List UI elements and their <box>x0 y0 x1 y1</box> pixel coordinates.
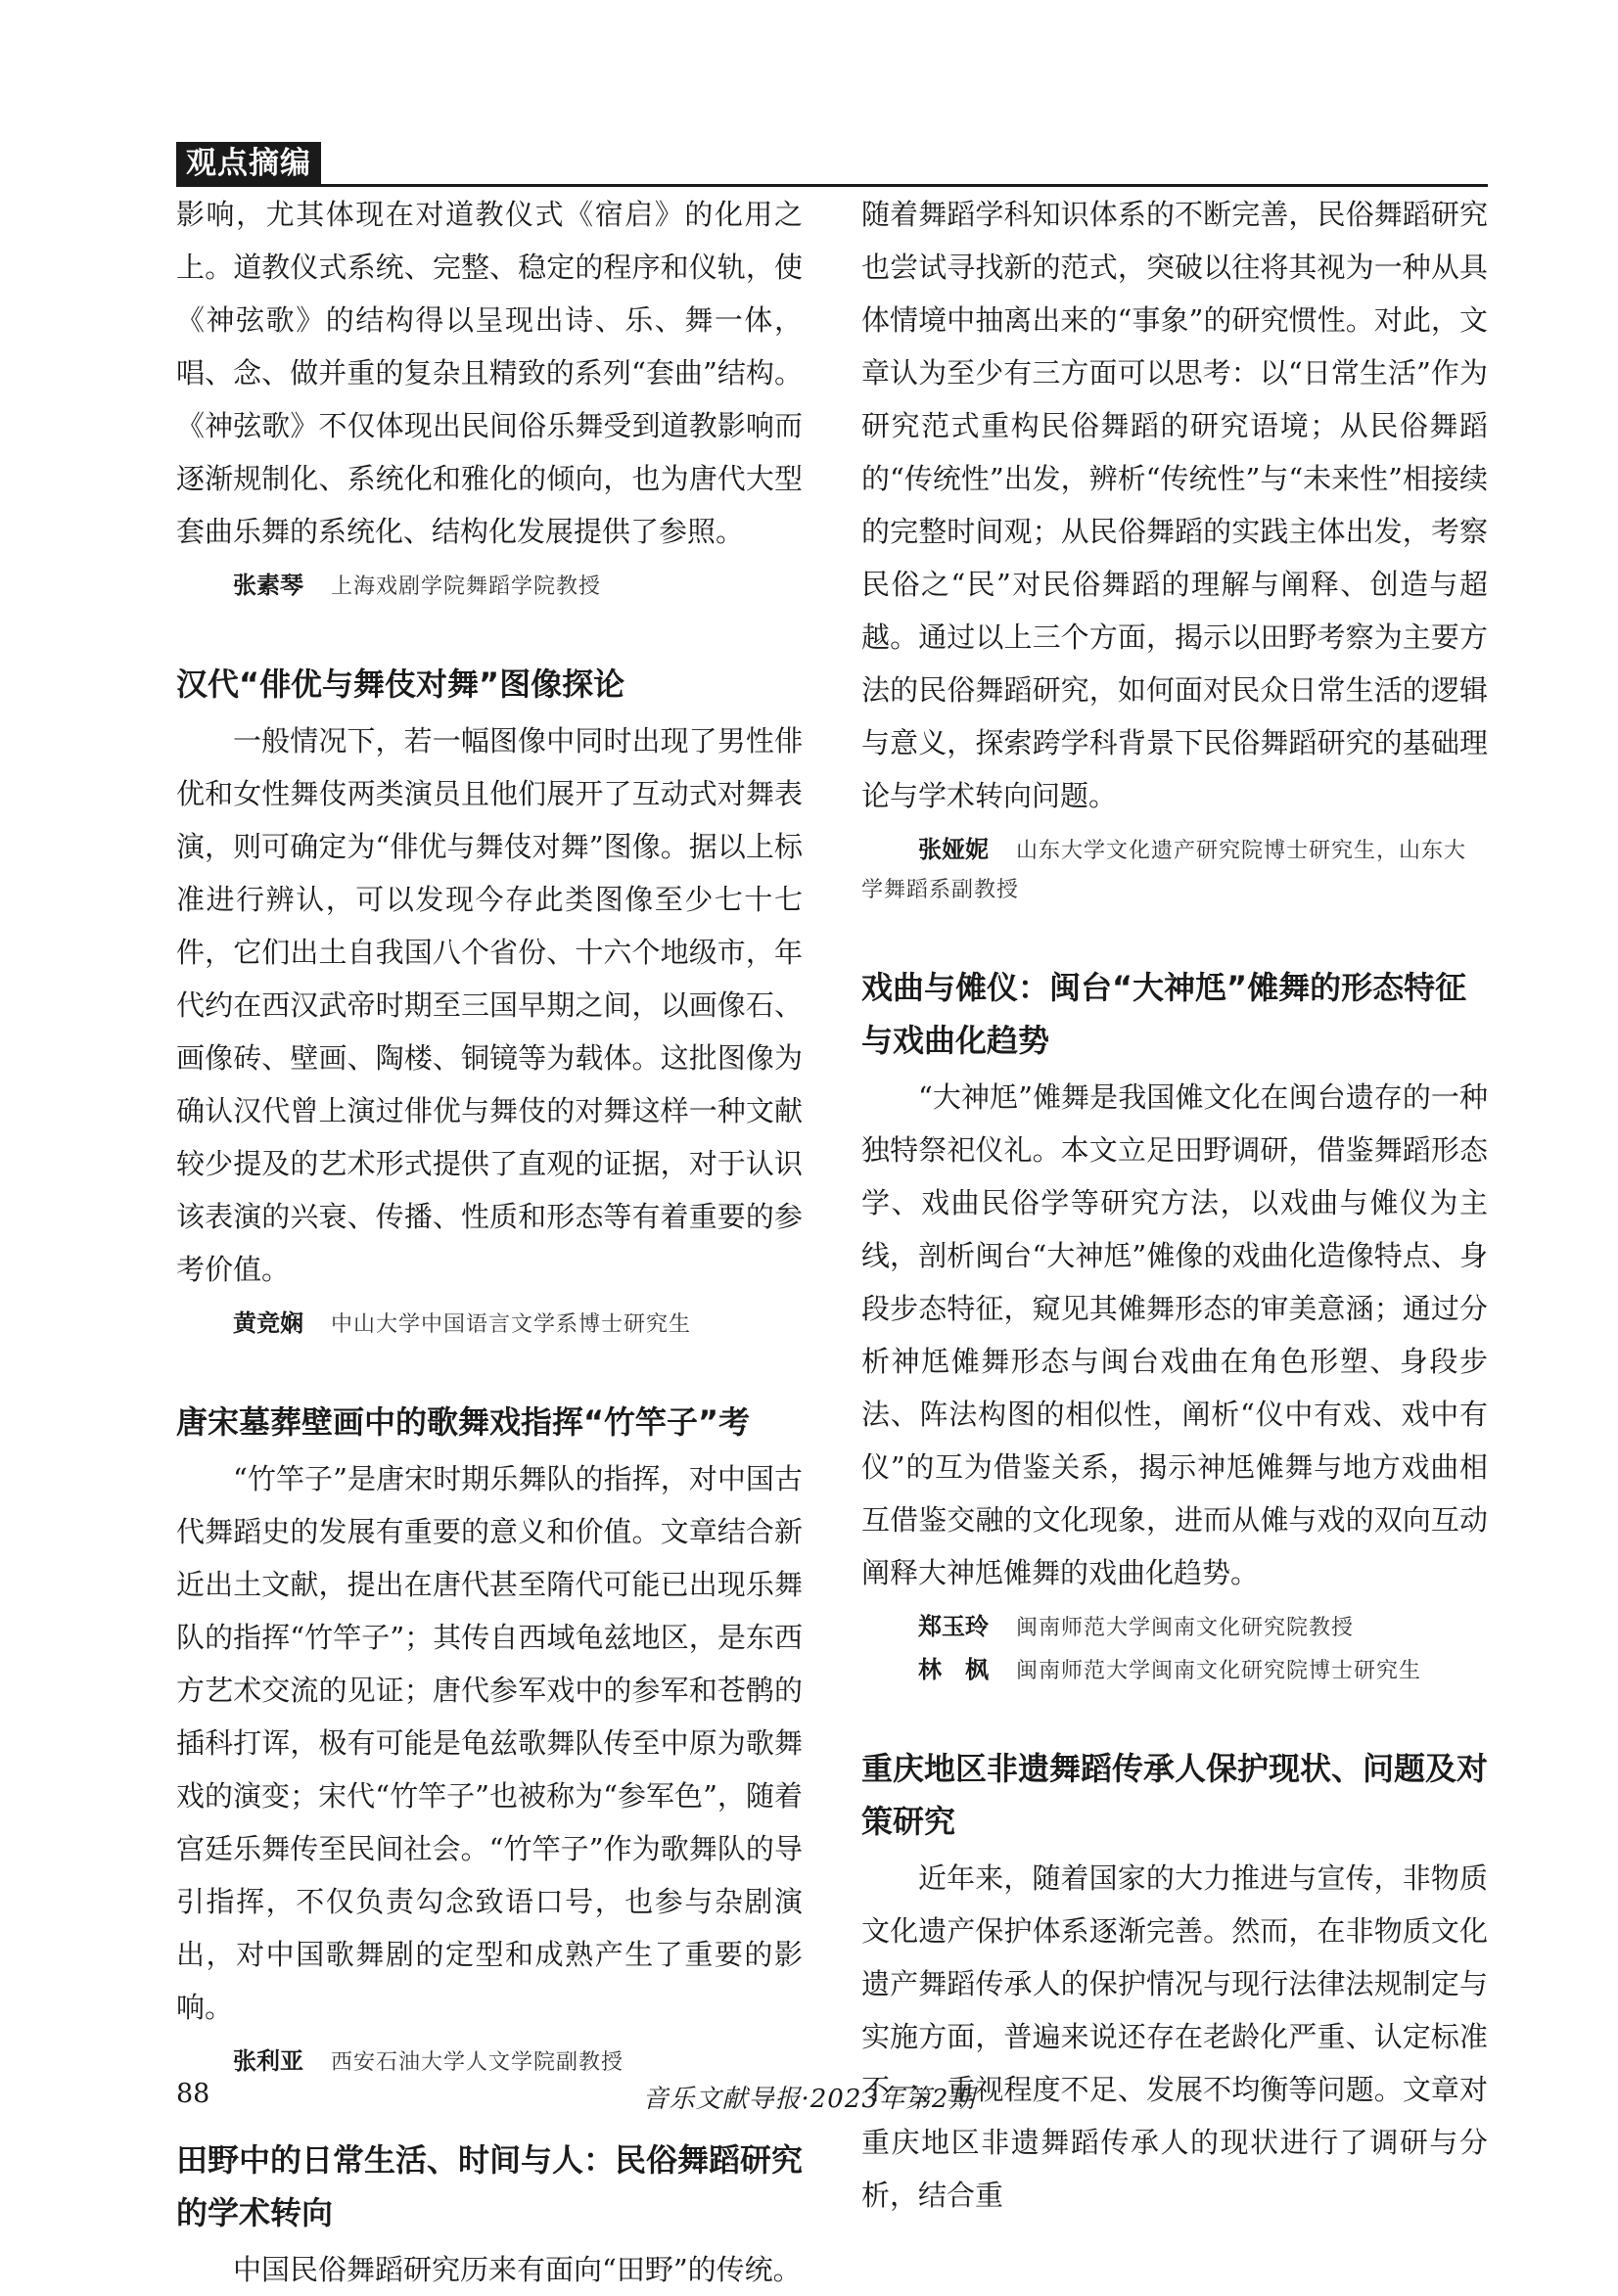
author-affiliation: 闽南师范大学闽南文化研究院教授 <box>1016 1616 1355 1640</box>
author-name: 张娅妮 <box>918 836 989 863</box>
author-affiliation: 山东大学文化遗产研究院博士研究生，山东大学舞蹈系副教授 <box>861 839 1467 902</box>
author-name: 张素琴 <box>233 572 303 599</box>
article-body: “大神尪”傩舞是我国傩文化在闽台遗存的一种独特祭祀仪礼。本文立足田野调研，借鉴舞蹈形态学、戏曲民俗学等研究方法，以戏曲与傩仪为主线，剖析闽台“大神尪”傩像的戏曲化造像特点、身段步态特征，窥见其傩舞形态的审美意涵；通过分析神尪傩舞形态与闽台戏曲在角色形塑、身段步法、阵法构图的相似性，阐析“仪中有戏、戏中有仪”的互为借鉴关系，揭示神尪傩舞与地方戏曲相互借鉴交融的文化现象，进而从傩与戏的双向互动阐释大神尪傩舞的戏曲化趋势。 <box>861 1080 1488 1589</box>
author-name: 黄竞娴 <box>233 1309 303 1337</box>
author-byline <box>861 830 1488 910</box>
author-byline <box>918 1607 1488 1648</box>
left-column <box>176 188 803 2296</box>
article-body: 近年来，随着国家的大力推进与宣传，非物质文化遗产保护体系逐渐完善。然而，在非物质文化遗产舞蹈传承人的保护情况与现行法律法规制定与实施方面，普遍来说还存在老龄化严重、认定标准不一、重视程度不足、发展不均衡等问题。文章对重庆地区非遗舞蹈传承人的现状进行了调研与分析，结合重 <box>861 1861 1488 2212</box>
author-byline <box>918 1650 1488 1691</box>
article-body: 中国民俗舞蹈研究历来有面向“田野”的传统。 <box>233 2253 802 2286</box>
author-byline <box>233 1304 803 1345</box>
author-name: 林 枫 <box>918 1656 989 1683</box>
author-byline <box>233 566 803 607</box>
right-column <box>861 188 1488 2222</box>
author-affiliation: 中山大学中国语言文学系博士研究生 <box>331 1312 692 1337</box>
continuation-paragraph: 影响，尤其体现在对道教仪式《宿启》的化用之上。道教仪式系统、完整、稳定的程序和仪轨，使《神弦歌》的结构得以呈现出诗、乐、舞一体，唱、念、做并重的复杂且精致的系列“套曲”结构。《神弦歌》不仅体现出民间俗乐舞受到道教影响而逐渐规制化、系统化和雅化的倾向，也为唐代大型套曲乐舞的系统化、结构化发展提供了参照。 <box>176 198 803 548</box>
article-title: 戏曲与傩仪：闽台“大神尪”傩舞的形态特征与戏曲化趋势 <box>861 969 1467 1059</box>
section-tag: 观点摘编 <box>176 142 321 185</box>
article-title: 重庆地区非遗舞蹈传承人保护现状、问题及对策研究 <box>861 1750 1489 1840</box>
article-title: 唐宋墓葬壁画中的歌舞戏指挥“竹竿子”考 <box>176 1403 751 1441</box>
page-number: 88 <box>176 2079 210 2109</box>
continuation-paragraph: 随着舞蹈学科知识体系的不断完善，民俗舞蹈研究也尝试寻找新的范式，突破以往将其视为一种从具体情境中抽离出来的“事象”的研究惯性。对此，文章认为至少有三方面可以思考：以“日常生活”作为研究范式重构民俗舞蹈的研究语境；从民俗舞蹈的“传统性”出发，辨析“传统性”与“未来性”相接续的完整时间观；从民俗舞蹈的实践主体出发，考察民俗之“民”对民俗舞蹈的理解与阐释、创造与超越。通过以上三个方面，揭示以田野考察为主要方法的民俗舞蹈研究，如何面对民众日常生活的逻辑与意义，探索跨学科背景下民俗舞蹈研究的基础理论与学术转向问题。 <box>861 198 1488 812</box>
author-byline <box>233 2042 803 2083</box>
header-rule <box>176 184 1488 187</box>
article-body: 一般情况下，若一幅图像中同时出现了男性俳优和女性舞伎两类演员且他们展开了互动式对舞表演，则可确定为“俳优与舞伎对舞”图像。据以上标准进行辨认，可以发现今存此类图像至少七十七件，它们出土自我国八个省份、十六个地级市，年代约在西汉武帝时期至三国早期之间，以画像石、画像砖、壁画、陶楼、铜镜等为载体。这批图像为确认汉代曾上演过俳优与舞伎的对舞这样一种文献较少提及的艺术形式提供了直观的证据，对于认识该表演的兴衰、传播、性质和形态等有着重要的参考价值。 <box>176 724 803 1286</box>
author-affiliation: 西安石油大学人文学院副教授 <box>331 2050 624 2075</box>
author-name: 郑玉玲 <box>918 1613 989 1640</box>
author-affiliation: 上海戏剧学院舞蹈学院教授 <box>331 574 602 599</box>
article-body: “竹竿子”是唐宋时期乐舞队的指挥，对中国古代舞蹈史的发展有重要的意义和价值。文章结合新近出土文献，提出在唐代甚至隋代可能已出现乐舞队的指挥“竹竿子”；其传自西域龟兹地区，是东西方艺术交流的见证；唐代参军戏中的参军和苍鹘的插科打诨，极有可能是龟兹歌舞队传至中原为歌舞戏的演变；宋代“竹竿子”也被称为“参军色”，随着宫廷乐舞传至民间社会。“竹竿子”作为歌舞队的导引指挥，不仅负责勾念致语口号，也参与杂剧演出，对中国歌舞剧的定型和成熟产生了重要的影响。 <box>176 1462 803 2024</box>
author-name: 张利亚 <box>233 2047 303 2075</box>
journal-footer: 音乐文献导报·2023年第2期 <box>642 2085 976 2114</box>
article-title: 汉代“俳优与舞伎对舞”图像探论 <box>176 666 625 703</box>
author-affiliation: 闽南师范大学闽南文化研究院博士研究生 <box>1016 1659 1422 1683</box>
article-title: 田野中的日常生活、时间与人：民俗舞蹈研究的学术转向 <box>176 2141 804 2231</box>
